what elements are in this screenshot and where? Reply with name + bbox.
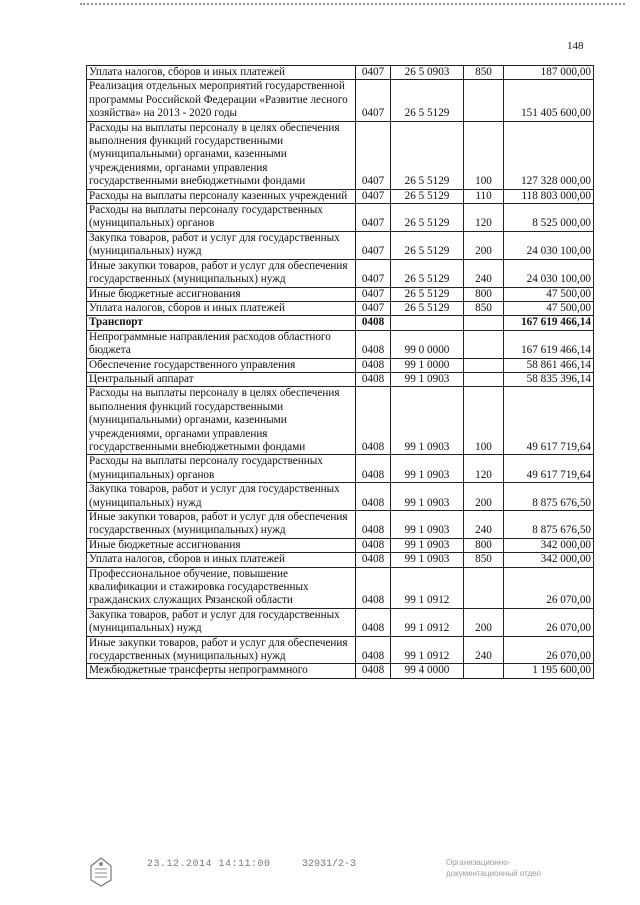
table-row — [87, 189, 594, 203]
row-amount-cell: 49 617 719,64 — [504, 455, 594, 483]
row-name-cell: Иные бюджетные ассигнования — [87, 287, 356, 301]
row-name-cell: Профессиональное обучение, повышение квалификации и стажировка государственных гражданских служащих Рязанской области — [87, 567, 356, 608]
row-article-cell: 99 1 0000 — [391, 358, 464, 372]
row-amount-cell: 26 070,00 — [504, 567, 594, 608]
table-row — [87, 259, 594, 287]
table-row — [87, 483, 594, 511]
row-amount-cell: 26 070,00 — [504, 608, 594, 636]
row-amount-cell: 167 619 466,14 — [504, 330, 594, 358]
row-section-cell: 0407 — [356, 301, 391, 315]
row-type-cell: 120 — [464, 455, 504, 483]
row-section-cell: 0407 — [356, 231, 391, 259]
row-section-cell: 0408 — [356, 372, 391, 386]
table-row — [87, 553, 594, 567]
table-row — [87, 358, 594, 372]
row-amount-cell: 151 405 600,00 — [504, 80, 594, 121]
row-name-cell: Расходы на выплаты персоналу в целях обеспечения выполнения функций государственными (муниципальными) органами, казенными учреждениями, органами управления государственными внебюджетными фондами — [87, 387, 356, 455]
row-article-cell: 99 0 0000 — [391, 330, 464, 358]
footer-doc-code: 32931/2-3 — [302, 859, 357, 870]
row-type-cell: 100 — [464, 387, 504, 455]
row-name-cell: Уплата налогов, сборов и иных платежей — [87, 301, 356, 315]
row-type-cell: 100 — [464, 121, 504, 189]
row-name-cell: Закупка товаров, работ и услуг для государственных (муниципальных) нужд — [87, 231, 356, 259]
table-row — [87, 330, 594, 358]
table-row — [87, 121, 594, 189]
budget-table — [86, 65, 594, 679]
row-section-cell: 0408 — [356, 538, 391, 552]
table-row — [87, 204, 594, 232]
table-row — [87, 538, 594, 552]
table-row — [87, 301, 594, 315]
row-amount-cell: 1 195 600,00 — [504, 664, 594, 678]
row-section-cell: 0407 — [356, 189, 391, 203]
table-row — [87, 231, 594, 259]
row-section-cell: 0407 — [356, 121, 391, 189]
table-row — [87, 608, 594, 636]
row-article-cell: 26 5 5129 — [391, 287, 464, 301]
row-name-cell: Иные бюджетные ассигнования — [87, 538, 356, 552]
row-type-cell — [464, 316, 504, 330]
row-amount-cell: 24 030 100,00 — [504, 231, 594, 259]
table-row — [87, 636, 594, 664]
row-section-cell: 0407 — [356, 204, 391, 232]
row-amount-cell: 26 070,00 — [504, 636, 594, 664]
row-section-cell: 0408 — [356, 511, 391, 539]
row-section-cell: 0408 — [356, 455, 391, 483]
row-article-cell: 99 1 0912 — [391, 636, 464, 664]
row-section-cell: 0408 — [356, 664, 391, 678]
row-amount-cell: 58 835 396,14 — [504, 372, 594, 386]
row-section-cell: 0407 — [356, 287, 391, 301]
row-amount-cell: 8 875 676,50 — [504, 483, 594, 511]
table-row — [87, 66, 594, 80]
row-article-cell: 99 4 0000 — [391, 664, 464, 678]
row-article-cell: 26 5 0903 — [391, 66, 464, 80]
row-name-cell: Иные закупки товаров, работ и услуг для обеспечения государственных (муниципальных) нужд — [87, 511, 356, 539]
row-type-cell: 240 — [464, 259, 504, 287]
row-type-cell: 200 — [464, 608, 504, 636]
row-amount-cell: 49 617 719,64 — [504, 387, 594, 455]
row-article-cell — [391, 316, 464, 330]
row-section-cell: 0408 — [356, 387, 391, 455]
table-row — [87, 511, 594, 539]
row-amount-cell: 24 030 100,00 — [504, 259, 594, 287]
row-name-cell: Расходы на выплаты персоналу казенных учреждений — [87, 189, 356, 203]
row-amount-cell: 58 861 466,14 — [504, 358, 594, 372]
row-name-cell: Реализация отдельных мероприятий государственной программы Российской Федерации «Развитие лесного хозяйства» на 2013 - 2020 годы — [87, 80, 356, 121]
row-name-cell: Межбюджетные трансферты непрограммного — [87, 664, 356, 678]
row-section-cell: 0408 — [356, 553, 391, 567]
row-section-cell: 0408 — [356, 567, 391, 608]
row-article-cell: 99 1 0903 — [391, 483, 464, 511]
row-type-cell — [464, 80, 504, 121]
row-type-cell: 800 — [464, 287, 504, 301]
budget-table-body — [87, 66, 594, 679]
row-amount-cell: 342 000,00 — [504, 553, 594, 567]
row-name-cell: Обеспечение государственного управления — [87, 358, 356, 372]
row-type-cell: 850 — [464, 66, 504, 80]
coat-of-arms-icon — [88, 856, 114, 888]
row-article-cell: 99 1 0903 — [391, 511, 464, 539]
row-section-cell: 0408 — [356, 483, 391, 511]
row-type-cell: 800 — [464, 538, 504, 552]
row-article-cell: 99 1 0903 — [391, 553, 464, 567]
row-name-cell: Иные закупки товаров, работ и услуг для обеспечения государственных (муниципальных) нужд — [87, 259, 356, 287]
row-amount-cell: 8 525 000,00 — [504, 204, 594, 232]
row-article-cell: 26 5 5129 — [391, 121, 464, 189]
table-row — [87, 80, 594, 121]
footer-org-stamp — [446, 857, 541, 879]
row-name-cell: Расходы на выплаты персоналу государственных (муниципальных) органов — [87, 204, 356, 232]
row-name-cell: Уплата налогов, сборов и иных платежей — [87, 66, 356, 80]
row-name-cell: Закупка товаров, работ и услуг для государственных (муниципальных) нужд — [87, 483, 356, 511]
row-amount-cell: 167 619 466,14 — [504, 316, 594, 330]
row-section-cell: 0408 — [356, 608, 391, 636]
row-section-cell: 0408 — [356, 636, 391, 664]
row-article-cell: 99 1 0903 — [391, 538, 464, 552]
table-row — [87, 567, 594, 608]
row-section-cell: 0407 — [356, 80, 391, 121]
page-number: 148 — [567, 40, 584, 52]
row-type-cell: 240 — [464, 511, 504, 539]
table-row — [87, 287, 594, 301]
row-amount-cell: 47 500,00 — [504, 301, 594, 315]
row-name-cell: Транспорт — [87, 316, 356, 330]
table-row — [87, 316, 594, 330]
row-amount-cell: 342 000,00 — [504, 538, 594, 552]
table-row — [87, 387, 594, 455]
row-section-cell: 0408 — [356, 358, 391, 372]
table-row — [87, 664, 594, 678]
row-name-cell: Закупка товаров, работ и услуг для государственных (муниципальных) нужд — [87, 608, 356, 636]
row-name-cell: Расходы на выплаты персоналу в целях обеспечения выполнения функций государственными (муниципальными) органами, казенными учреждениями, органами управления государственными внебюджетными фондами — [87, 121, 356, 189]
row-article-cell: 26 5 5129 — [391, 259, 464, 287]
row-article-cell: 99 1 0912 — [391, 567, 464, 608]
row-amount-cell: 8 875 676,50 — [504, 511, 594, 539]
row-name-cell: Уплата налогов, сборов и иных платежей — [87, 553, 356, 567]
row-section-cell: 0407 — [356, 66, 391, 80]
row-type-cell — [464, 567, 504, 608]
row-amount-cell: 127 328 000,00 — [504, 121, 594, 189]
row-article-cell: 26 5 5129 — [391, 231, 464, 259]
row-type-cell — [464, 358, 504, 372]
row-article-cell: 26 5 5129 — [391, 301, 464, 315]
row-name-cell: Непрограммные направления расходов областного бюджета — [87, 330, 356, 358]
row-article-cell: 99 1 0912 — [391, 608, 464, 636]
page-top-edge — [80, 3, 625, 11]
row-type-cell — [464, 372, 504, 386]
row-type-cell: 850 — [464, 301, 504, 315]
row-name-cell: Расходы на выплаты персоналу государственных (муниципальных) органов — [87, 455, 356, 483]
row-type-cell — [464, 330, 504, 358]
row-article-cell: 26 5 5129 — [391, 80, 464, 121]
row-article-cell: 26 5 5129 — [391, 189, 464, 203]
row-type-cell: 850 — [464, 553, 504, 567]
table-row — [87, 455, 594, 483]
row-article-cell: 99 1 0903 — [391, 387, 464, 455]
row-type-cell: 110 — [464, 189, 504, 203]
row-amount-cell: 47 500,00 — [504, 287, 594, 301]
footer-org-line-1: Организационно- — [446, 858, 511, 867]
row-section-cell: 0407 — [356, 259, 391, 287]
row-name-cell: Иные закупки товаров, работ и услуг для обеспечения государственных (муниципальных) нужд — [87, 636, 356, 664]
row-name-cell: Центральный аппарат — [87, 372, 356, 386]
row-article-cell: 99 1 0903 — [391, 455, 464, 483]
row-type-cell: 200 — [464, 231, 504, 259]
row-article-cell: 99 1 0903 — [391, 372, 464, 386]
row-amount-cell: 118 803 000,00 — [504, 189, 594, 203]
row-type-cell — [464, 664, 504, 678]
row-type-cell: 120 — [464, 204, 504, 232]
row-type-cell: 240 — [464, 636, 504, 664]
row-section-cell: 0408 — [356, 330, 391, 358]
row-section-cell: 0408 — [356, 316, 391, 330]
footer-timestamp: 23.12.2014 14:11:00 — [147, 859, 271, 870]
row-amount-cell: 187 000,00 — [504, 66, 594, 80]
table-row — [87, 372, 594, 386]
row-article-cell: 26 5 5129 — [391, 204, 464, 232]
row-type-cell: 200 — [464, 483, 504, 511]
footer-org-line-2: документационный отдел — [446, 869, 541, 878]
